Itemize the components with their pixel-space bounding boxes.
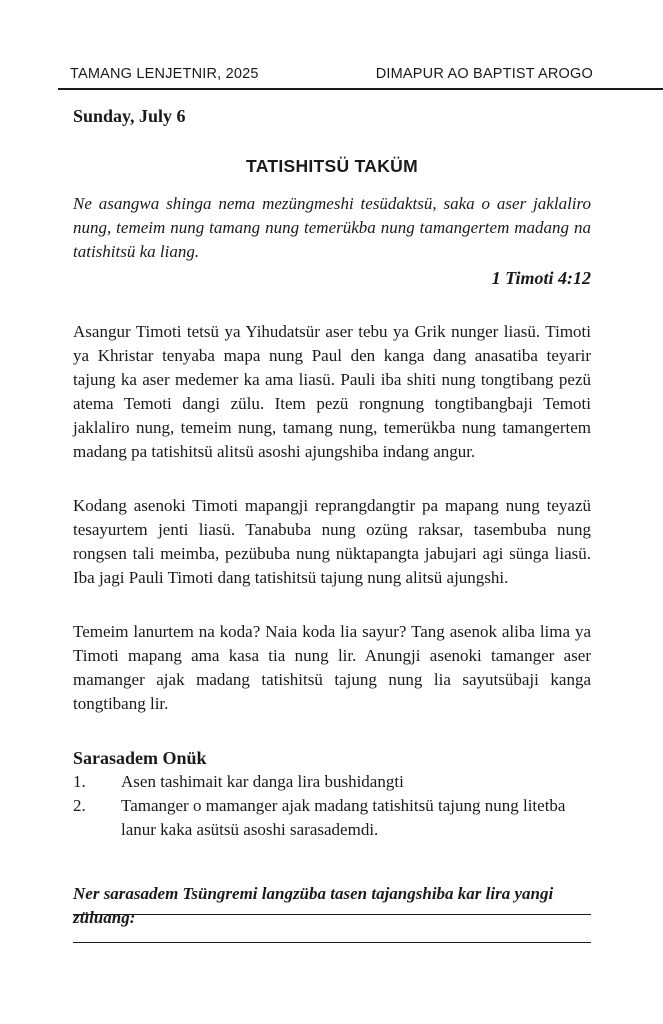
devotional-content — [73, 104, 591, 930]
devotional-title: TATISHITSÜ TAKÜM — [246, 156, 418, 176]
list-item — [73, 794, 591, 842]
header-organization: DIMAPUR AO BAPTIST AROGO — [375, 66, 593, 82]
body-paragraph: Asangur Timoti tetsü ya Yihudatsür aser tebu ya Grik nunger liasü. Timoti ya Khristar tenyaba mapa nung Paul den kanga dang anasatiba teyarir tajung ka aser medemer ka ama liasü. Pauli iba shiti nung tongtibang pezü atema Temoti dangi zülu. Item pezü rongnung tongtibangbaji Temoti jaklaliro nung, temeim nung, tamang nung, temerükba nung tamangertem madang pa tatishitsü alitsü asoshi ajungshiba indang angur. — [73, 322, 591, 461]
writing-line[interactable] — [73, 914, 591, 915]
scripture-verse: Ne asangwa shinga nema mezüngmeshi tesüdaktsü, saka o aser jaklaliro nung, temeim nung tamang nung temerükba nung tamangertem madang na tatishitsü ka liang. — [73, 194, 591, 261]
writing-prompt: Ner sarasadem Tsüngremi langzüba tasen tajangshiba kar lira yangi züluang: — [73, 884, 554, 927]
list-text: Asen tashimait kar danga lira bushidangti — [121, 772, 404, 791]
body-paragraph: Kodang asenoki Timoti mapangji reprangdangtir pa mapang nung teyazü tesayurtem jenti liasü. Tanabuba nung ozüng raksar, tasembuba nung rongsen tali meimba, pezübuba nung nüktapangta jabujari agi sünga liasü. Iba jagi Pauli Timoti dang tatishitsü tajung nung alitsü ajungshi. — [73, 496, 591, 587]
header-rule — [58, 88, 663, 90]
list-number: 2. — [73, 796, 86, 815]
body-paragraph: Temeim lanurtem na koda? Naia koda lia sayur? Tang asenok aliba lima ya Timoti mapang ama kasa tia nung lir. Anungji asenoki tamanger aser mamanger ajak madang tatishitsü tajung nung lia sayutsübaji kanga tongtibang lir. — [73, 622, 591, 713]
list-item — [73, 770, 591, 794]
running-header — [70, 66, 593, 82]
reflection-list — [73, 770, 591, 842]
list-text: Tamanger o mamanger ajak madang tatishitsü tajung nung litetba lanur kaka asütsü asoshi sarasademdi. — [121, 796, 566, 839]
header-publication: TAMANG LENJETNIR, 2025 — [70, 66, 259, 82]
scripture-reference: 1 Timoti 4:12 — [491, 268, 591, 288]
writing-line[interactable] — [73, 942, 591, 943]
list-number: 1. — [73, 772, 86, 791]
devotional-date: Sunday, July 6 — [73, 106, 186, 126]
reflection-title: Sarasadem Onük — [73, 748, 207, 768]
